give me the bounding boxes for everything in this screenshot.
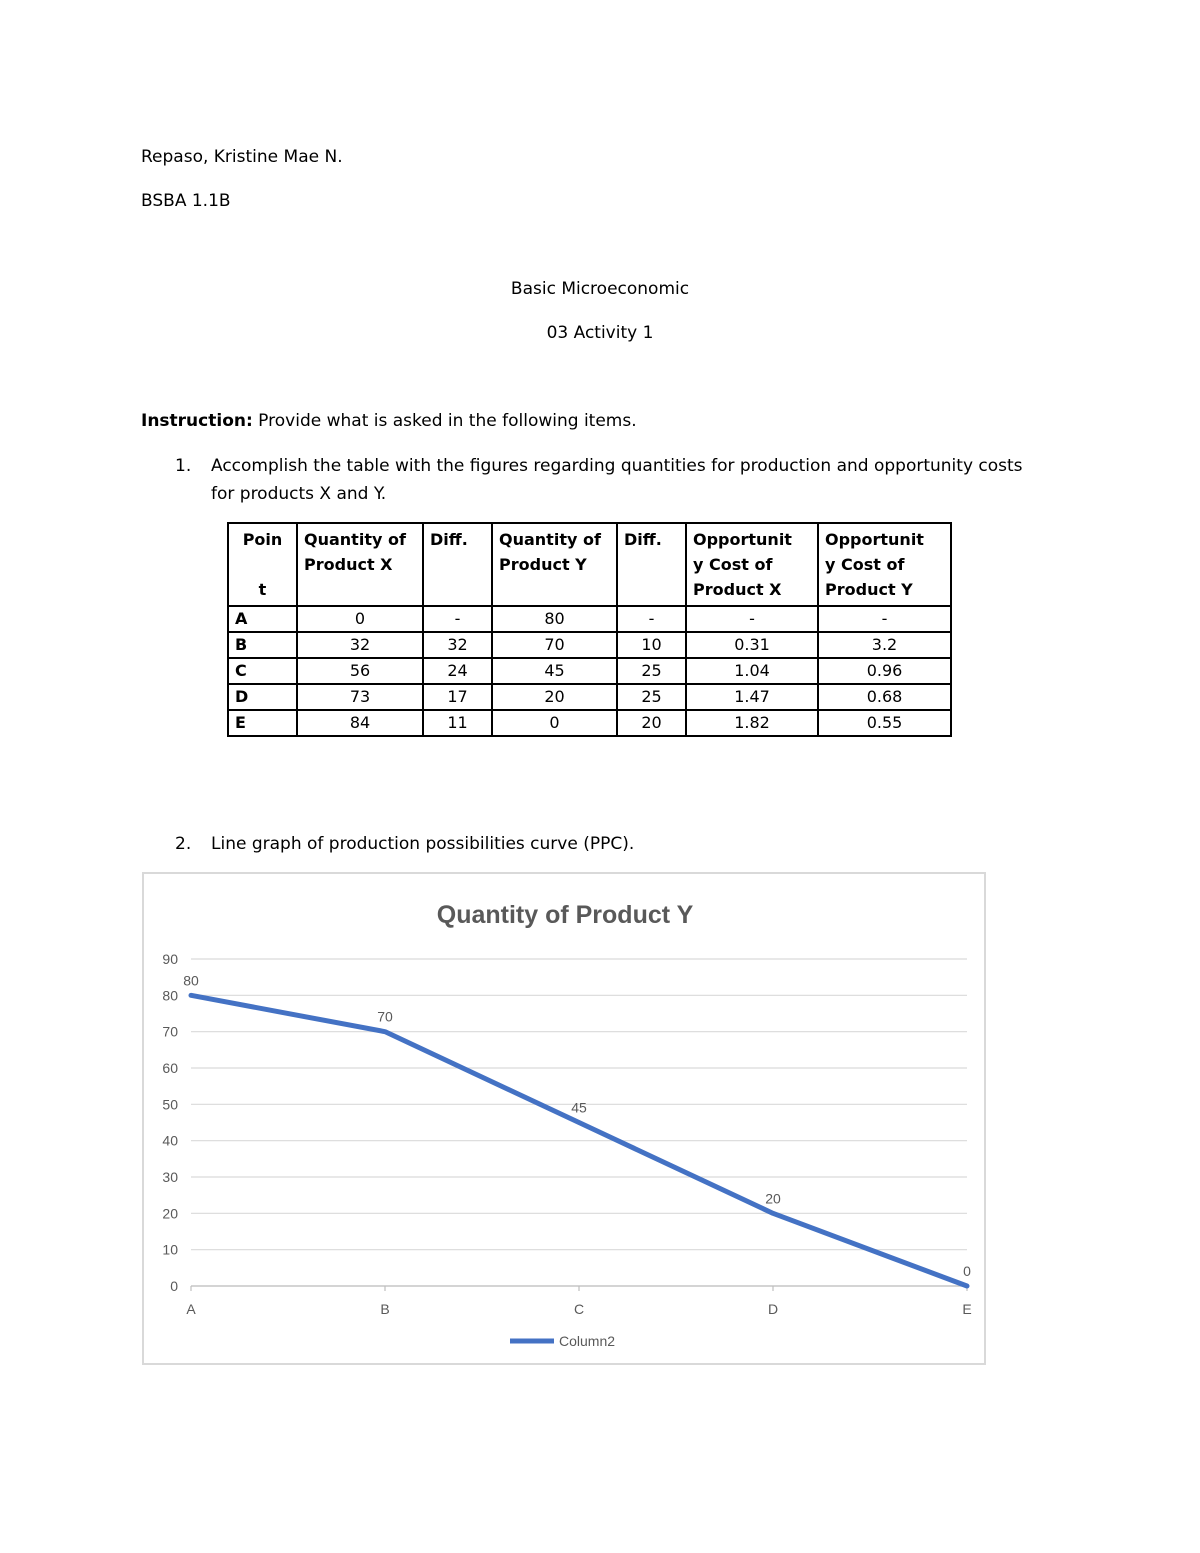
- instruction-label: Instruction:: [141, 411, 253, 431]
- header-quantity-y: Quantity of Product Y: [492, 523, 617, 606]
- x-tick-label: E: [962, 1301, 972, 1317]
- header-diff-x: Diff.: [423, 523, 492, 606]
- y-tick-label: 60: [162, 1060, 178, 1076]
- table-row: [228, 658, 951, 684]
- item-1-text-cont: for products X and Y.: [211, 484, 387, 504]
- header-opp-cost-y: Opportunit y Cost of Product Y: [818, 523, 951, 606]
- data-label: 0: [963, 1263, 971, 1279]
- table-row: [228, 606, 951, 632]
- y-tick-label: 10: [162, 1241, 178, 1258]
- chart-title: Quantity of Product Y: [436, 901, 694, 929]
- table-cell: -: [423, 606, 492, 632]
- table-cell: 84: [297, 710, 423, 736]
- table-cell: 3.2: [818, 632, 951, 658]
- table-cell: 32: [423, 632, 492, 658]
- data-label: 20: [765, 1190, 781, 1207]
- table-cell-point: A: [228, 606, 297, 632]
- item-1-number: 1.: [175, 456, 192, 476]
- table-cell: 0.96: [818, 658, 951, 684]
- table-cell: 0: [297, 606, 423, 632]
- ppc-chart: [142, 872, 986, 1365]
- table-cell-point: C: [228, 658, 297, 684]
- table-cell: 70: [492, 632, 617, 658]
- table-cell: 56: [297, 658, 423, 684]
- x-tick-label: D: [767, 1301, 779, 1317]
- table-cell: 20: [492, 684, 617, 710]
- table-row: [228, 710, 951, 736]
- y-tick-label: 40: [162, 1132, 178, 1149]
- table-cell: 1.04: [686, 658, 818, 684]
- table-cell: 10: [617, 632, 686, 658]
- header-diff-y: Diff.: [617, 523, 686, 606]
- table-cell: 0.31: [686, 632, 818, 658]
- production-table: [227, 522, 952, 737]
- instruction-line: [141, 410, 637, 432]
- table-cell: -: [818, 606, 951, 632]
- table-cell-point: E: [228, 710, 297, 736]
- table-cell-point: D: [228, 684, 297, 710]
- item-2-number: 2.: [175, 834, 192, 854]
- table-row: [228, 684, 951, 710]
- table-cell: 24: [423, 658, 492, 684]
- header-quantity-x: Quantity of Product X: [297, 523, 423, 606]
- data-label: 45: [571, 1099, 587, 1116]
- y-tick-label: 70: [162, 1023, 178, 1040]
- table-cell: 45: [492, 658, 617, 684]
- table-cell: 80: [492, 606, 617, 632]
- item-2-text: Line graph of production possibilities curve (PPC).: [211, 834, 635, 854]
- table-cell-point: B: [228, 632, 297, 658]
- y-tick-label: 90: [162, 951, 178, 967]
- data-label: 80: [183, 972, 199, 989]
- item-1-text: Accomplish the table with the figures regarding quantities for production and opportunity costs: [211, 456, 1023, 476]
- table-cell: 20: [617, 710, 686, 736]
- x-tick-label: B: [380, 1301, 390, 1317]
- y-tick-label: 20: [162, 1205, 178, 1222]
- x-tick-label: C: [573, 1301, 585, 1317]
- table-cell: 25: [617, 658, 686, 684]
- table-cell: -: [686, 606, 818, 632]
- header-point: Poin t: [228, 523, 297, 606]
- y-tick-label: 30: [162, 1169, 178, 1185]
- x-tick-label: A: [186, 1301, 196, 1317]
- table-cell: 11: [423, 710, 492, 736]
- student-name: Repaso, Kristine Mae N.: [141, 147, 343, 167]
- student-section: BSBA 1.1B: [141, 191, 231, 211]
- y-tick-label: 80: [162, 987, 178, 1004]
- table-row: [228, 632, 951, 658]
- header-opp-cost-x: Opportunit y Cost of Product X: [686, 523, 818, 606]
- table-cell: 0.68: [818, 684, 951, 710]
- table-cell: 25: [617, 684, 686, 710]
- data-label: 70: [377, 1008, 393, 1025]
- y-tick-label: 50: [162, 1096, 178, 1113]
- ppc-chart-svg: [144, 874, 984, 1363]
- table-cell: 0: [492, 710, 617, 736]
- instruction-text: Provide what is asked in the following items.: [252, 411, 637, 431]
- course-title: Basic Microeconomic: [510, 279, 690, 299]
- table-cell: -: [617, 606, 686, 632]
- table-cell: 0.55: [818, 710, 951, 736]
- table-cell: 32: [297, 632, 423, 658]
- legend-label: Column2: [559, 1333, 616, 1349]
- table-header-row: [228, 523, 951, 606]
- y-tick-label: 0: [170, 1278, 178, 1294]
- table-cell: 1.47: [686, 684, 818, 710]
- table-cell: 17: [423, 684, 492, 710]
- table-cell: 1.82: [686, 710, 818, 736]
- table-cell: 73: [297, 684, 423, 710]
- activity-title: 03 Activity 1: [546, 323, 654, 343]
